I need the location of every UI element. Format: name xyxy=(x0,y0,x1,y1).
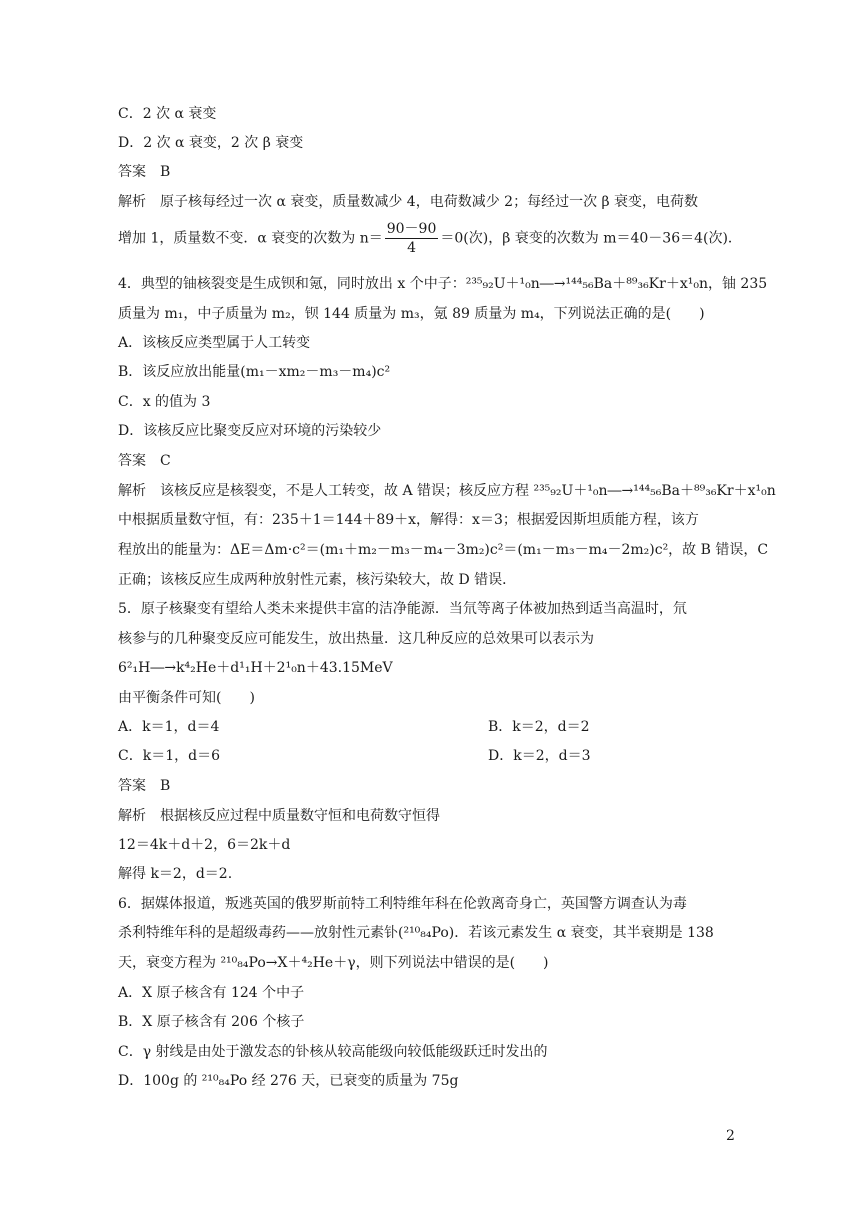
question-6-stem-line1: 6．据媒体报道，叛逃英国的俄罗斯前特工利特维年科在伦敦离奇身亡，英国警方调查认为毒 xyxy=(118,896,687,912)
question-5-equation: 6²₁H―→k⁴₂He＋d¹₁H＋2¹₀n＋43.15MeV xyxy=(118,660,393,676)
answer-q3: 答案 B xyxy=(118,164,171,180)
analysis-q5-line3: 解得 k＝2，d＝2. xyxy=(118,866,233,882)
options-q5-row1 xyxy=(118,717,590,737)
answer-q4: 答案 C xyxy=(118,453,171,469)
option-d-q4: D．该核反应比聚变反应对环境的污染较少 xyxy=(118,423,382,439)
question-5-stem-line2: 核参与的几种聚变反应可能发生，放出热量．这几种反应的总效果可以表示为 xyxy=(118,631,594,647)
fraction xyxy=(385,220,439,257)
fraction-numerator: 90－90 xyxy=(386,221,437,237)
answer-q5: 答案 B xyxy=(118,778,171,794)
option-c-q5: C．k＝1，d＝6 xyxy=(118,748,220,764)
option-d-q6: D．100g 的 ²¹⁰₈₄Po 经 276 天，已衰变的质量为 75g xyxy=(118,1073,459,1089)
option-c-q3: C．2 次 α 衰变 xyxy=(118,106,217,122)
analysis-q3-text-b: ＝0(次)，β 衰变的次数为 m＝40－36＝4(次)． xyxy=(440,230,742,247)
fraction-denominator: 4 xyxy=(407,240,417,256)
analysis-q3-line2 xyxy=(118,220,742,257)
analysis-q5-line1: 解析 根据核反应过程中质量数守恒和电荷数守恒得 xyxy=(118,808,440,824)
option-b-q5: B．k＝2，d＝2 xyxy=(488,719,590,735)
analysis-q3-line1: 解析 原子核每经过一次 α 衰变，质量数减少 4，电荷数减少 2；每经过一次 β 衰变，电荷数 xyxy=(118,194,699,210)
option-d-q3: D．2 次 α 衰变，2 次 β 衰变 xyxy=(118,135,304,151)
option-c-q4: C．x 的值为 3 xyxy=(118,394,211,410)
analysis-q4-line3: 程放出的能量为：ΔE＝Δm·c²＝(m₁＋m₂－m₃－m₄－3m₂)c²＝(m₁－m₃－m₄－2m₂)c²，故 B 错误，C xyxy=(118,542,769,558)
analysis-q4-line1: 解析 该核反应是核裂变，不是人工转变，故 A 错误；核反应方程 ²³⁵₉₂U＋¹₀n―→¹⁴⁴₅₆Ba＋⁸⁹₃₆Kr＋x¹₀n xyxy=(118,483,776,499)
analysis-q5-line2: 12＝4k＋d＋2，6＝2k＋d xyxy=(118,837,291,853)
question-5-prompt: 由平衡条件可知( ) xyxy=(118,690,255,706)
question-6-stem-line2: 杀利特维年科的是超级毒药——放射性元素钋(²¹⁰₈₄Po)．若该元素发生 α 衰变，其半衰期是 138 xyxy=(118,925,714,941)
question-4-stem-line2: 质量为 m₁，中子质量为 m₂，钡 144 质量为 m₃，氪 89 质量为 m₄，下列说法正确的是( ) xyxy=(118,306,705,322)
page-number: 2 xyxy=(726,1128,735,1144)
analysis-q4-line4: 正确；该核反应生成两种放射性元素，核污染较大，故 D 错误． xyxy=(118,572,517,588)
option-d-q5: D．k＝2，d＝3 xyxy=(488,748,591,764)
question-6-stem-line3: 天，衰变方程为 ²¹⁰₈₄Po→X＋⁴₂He＋γ，则下列说法中错误的是( ) xyxy=(118,955,549,971)
analysis-q4-line2: 中根据质量数守恒，有：235＋1＝144＋89＋x，解得：x＝3；根据爱因斯坦质能方程，该方 xyxy=(118,512,699,528)
options-q5-row2 xyxy=(118,746,591,766)
option-c-q6: C．γ 射线是由处于激发态的钋核从较高能级向较低能级跃迁时发出的 xyxy=(118,1044,548,1060)
option-a-q6: A．X 原子核含有 124 个中子 xyxy=(118,985,305,1001)
option-b-q6: B．X 原子核含有 206 个核子 xyxy=(118,1014,305,1030)
option-b-q4: B．该反应放出能量(m₁－xm₂－m₃－m₄)c² xyxy=(118,364,391,380)
question-5-stem-line1: 5．原子核聚变有望给人类未来提供丰富的洁净能源．当氘等离子体被加热到适当高温时，氘 xyxy=(118,601,687,617)
option-a-q4: A．该核反应类型属于人工转变 xyxy=(118,335,311,351)
option-a-q5: A．k＝1，d＝4 xyxy=(118,719,220,735)
question-4-stem-line1: 4．典型的铀核裂变是生成钡和氪，同时放出 x 个中子：²³⁵₉₂U＋¹₀n―→¹⁴⁴₅₆Ba＋⁸⁹₃₆Kr＋x¹₀n，铀 235 xyxy=(118,276,768,292)
analysis-q3-text-a: 增加 1，质量数不变．α 衰变的次数为 n＝ xyxy=(118,230,383,247)
